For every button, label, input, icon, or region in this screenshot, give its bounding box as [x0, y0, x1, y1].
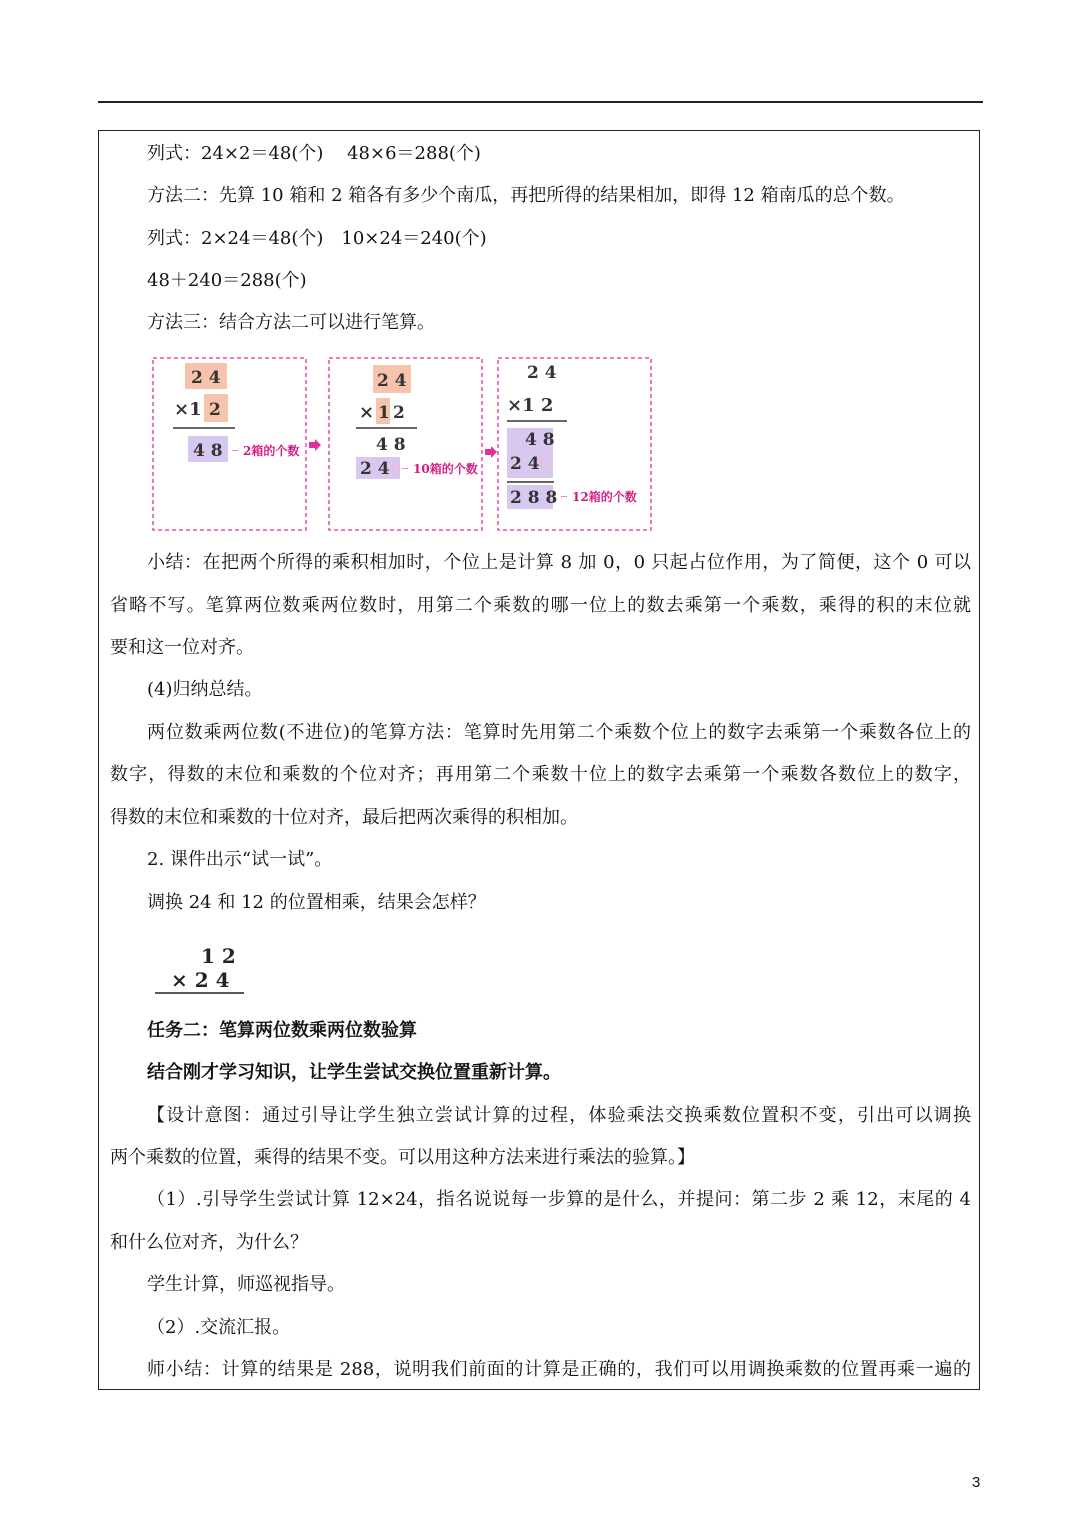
text-line-sum: 48＋240＝288(个): [147, 270, 307, 291]
arrow-1: [309, 439, 321, 451]
box2-row2: 2 4: [360, 459, 390, 479]
box1-result: 4 8: [193, 441, 223, 461]
box1-note: 2箱的个数: [243, 444, 300, 458]
box3-top: 2 4: [527, 363, 557, 383]
box2-note: 10箱的个数: [413, 462, 478, 476]
text-line-conclusion-heading: (4)归纳总结。: [147, 679, 263, 700]
text-line-question: 调换 24 和 12 的位置相乘，结果会怎样？: [147, 892, 486, 913]
try-it-bottom: × 2 4: [171, 968, 230, 992]
try-it-diagram: [149, 941, 249, 1003]
text-line-method-2b: 数字，得数的末位和乘数的个位对齐；再用第二个乘数十位上的数字去乘第一个乘数各数位上的数字，: [110, 764, 971, 785]
task-two-subheading: 结合刚才学习知识，让学生尝试交换位置重新计算。: [147, 1062, 561, 1083]
text-line-summary-3: 要和这一位对齐。: [110, 637, 254, 658]
box2-row1: 4 8: [376, 435, 406, 455]
box3-mul: ×1 2: [507, 395, 554, 416]
text-line-formula-2: 列式：2×24＝48(个) 10×24＝240(个): [147, 228, 487, 249]
step-2-line: （2）.交流汇报。: [147, 1317, 291, 1338]
box1-mul: ×1: [174, 399, 202, 420]
design-intent-1: 【设计意图：通过引导让学生独立尝试计算的过程，体验乘法交换乘数位置积不变，引出可以调换: [147, 1105, 971, 1126]
svg-text:┈: ┈: [561, 492, 568, 503]
box2-mul-rest: 2: [393, 403, 405, 423]
svg-text:┈: ┈: [232, 446, 239, 457]
box2-top: 2 4: [377, 371, 407, 391]
page-number: 3: [972, 1474, 981, 1491]
box1-mul-digit: 2: [209, 400, 221, 420]
text-line-method-3: 方法三：结合方法二可以进行笔算。: [147, 312, 435, 333]
text-line-formula-1: 列式：24×2＝48(个) 48×6＝288(个): [147, 143, 481, 164]
design-intent-2: 两个乘数的位置，乘得的结果不变。可以用这种方法来进行乘法的验算。】: [110, 1147, 695, 1168]
text-line-try-it: 2. 课件出示“试一试”。: [147, 849, 333, 870]
box2-mul-x: ×: [359, 402, 375, 423]
box3-note: 12箱的个数: [572, 490, 637, 504]
text-line-summary-1: 小结：在把两个所得的乘积相加时，个位上是计算 8 加 0，0 只起占位作用，为了简便，这个 0 可以: [147, 552, 971, 573]
teacher-summary-line: 师小结：计算的结果是 288，说明我们前面的计算是正确的，我们可以用调换乘数的位置再乘一遍的: [147, 1359, 971, 1380]
text-line-method-2: 方法二：先算 10 箱和 2 箱各有多少个南瓜，再把所得的结果相加，即得 12 箱南瓜的总个数。: [147, 185, 905, 206]
box3-row2-zero: 0: [539, 454, 550, 474]
step-1-line-1: （1）.引导学生尝试计算 12×24，指名说说每一步算的是什么，并提问：第二步 2 乘 12，末尾的 4: [147, 1189, 971, 1210]
box2-row2-zero: 0: [390, 459, 401, 479]
text-line-method-1: 两位数乘两位数(不进位)的笔算方法：笔算时先用第二个乘数个位上的数字去乘第一个乘数各位上的: [147, 722, 971, 743]
box2-mul-digit: 1: [378, 403, 390, 423]
text-line-method-3b: 得数的末位和乘数的十位对齐，最后把两次乘得的积相加。: [110, 807, 578, 828]
box3-row1: 4 8: [525, 430, 555, 450]
multiplication-diagram: [149, 356, 659, 534]
header-rule: [98, 101, 983, 103]
step-1-line-2: 和什么位对齐，为什么？: [110, 1232, 308, 1253]
text-line-summary-2: 省略不写。笔算两位数乘两位数时，用第二个乘数的哪一位上的数去乘第一个乘数，乘得的积的末位就: [110, 595, 971, 616]
task-two-heading: 任务二：笔算两位数乘两位数验算: [147, 1020, 417, 1041]
try-it-top: 1 2: [201, 944, 236, 968]
box1-top: 2 4: [191, 368, 221, 388]
svg-text:┈: ┈: [402, 464, 409, 475]
content-frame: [98, 130, 980, 1390]
box3-row2: 2 4: [510, 454, 540, 474]
box3-total: 2 8 8: [510, 488, 558, 508]
arrow-2: [485, 446, 497, 458]
student-calc-line: 学生计算，师巡视指导。: [147, 1274, 345, 1295]
